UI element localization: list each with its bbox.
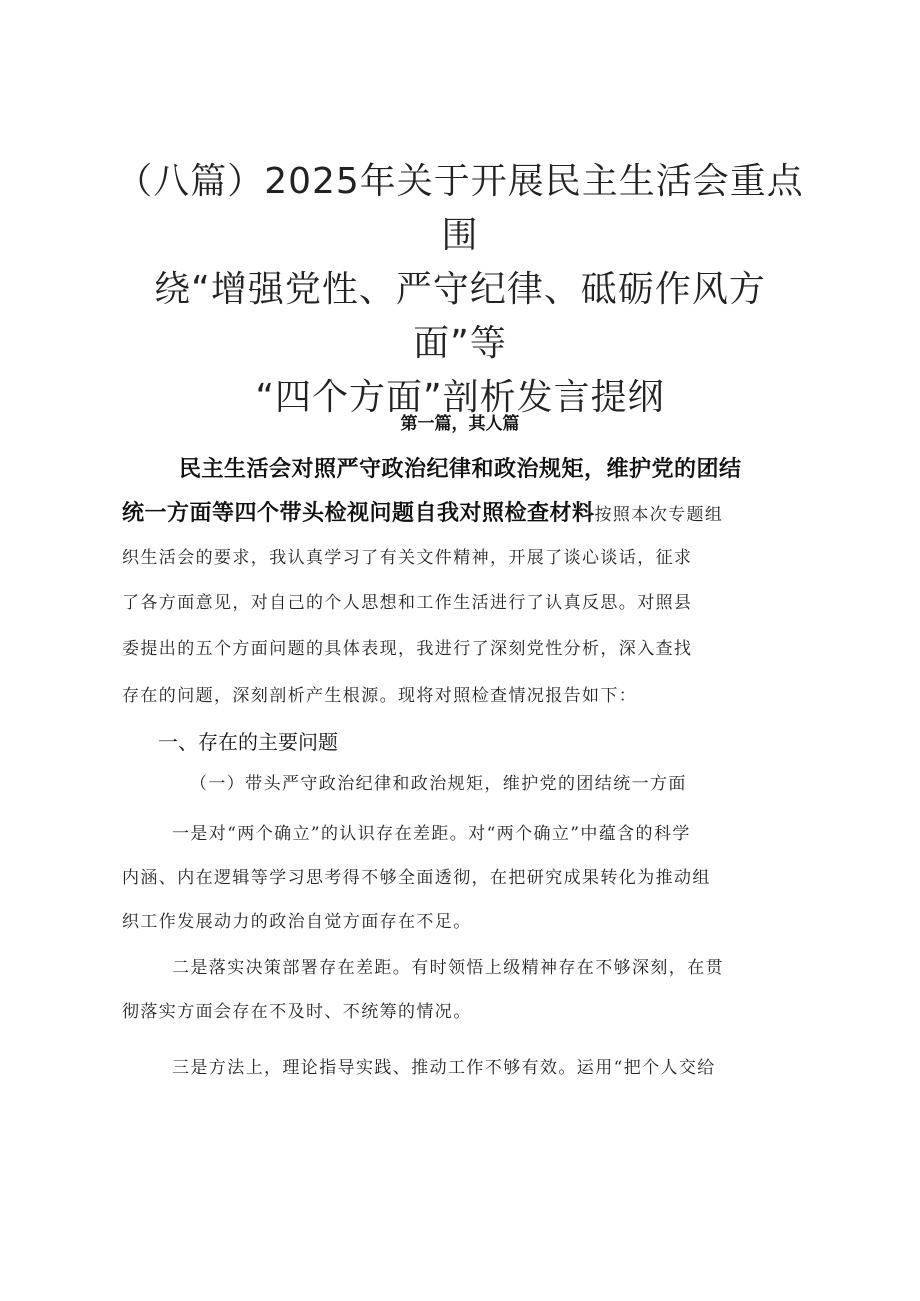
intro-line-5: 委提出的五个方面问题的具体表现，我进行了深刻党性分析，深入查找	[122, 639, 693, 659]
point-1-line-3: 织工作发展动力的政治自觉方面存在不足。	[122, 912, 472, 932]
intro-bold-line-1: 民主生活会对照严守政治纪律和政治规矩，维护党的团结	[179, 457, 742, 482]
intro-line-6: 存在的问题，深刻剖析产生根源。现将对照检查情况报告如下：	[122, 686, 638, 706]
title-line-3: “四个方面”剖析发言提纲	[255, 377, 665, 418]
title-line-2: 绕“增强党性、严守纪律、砥砺作风方面”等	[154, 269, 766, 364]
intro-line-3: 织生活会的要求，我认真学习了有关文件精神，开展了谈心谈话，征求	[122, 548, 693, 568]
intro-line-2-tail: 按照本次专题组	[594, 505, 724, 525]
document-title	[110, 155, 810, 425]
point-2-line-1: 二是落实决策部署存在差距。有时领悟上级精神存在不够深刻，在贯	[172, 958, 724, 978]
intro-bold-line-2: 统一方面等四个带头检视问题自我对照检查材料	[122, 501, 595, 526]
point-1-line-2: 内涵、内在逻辑等学习思考得不够全面透彻，在把研究成果转化为推动组	[122, 868, 711, 888]
point-3-line-1: 三是方法上，理论指导实践、推动工作不够有效。运用“把个人交给	[172, 1058, 716, 1078]
point-2-line-2: 彻落实方面会存在不及时、不统筹的情况。	[122, 1002, 472, 1022]
title-line-1: （八篇）2025年关于开展民主生活会重点围	[116, 161, 804, 256]
heading-main-problems: 一、存在的主要问题	[158, 730, 338, 754]
point-1-line-1: 一是对“两个确立”的认识存在差距。对“两个确立”中蕴含的科学	[172, 824, 691, 844]
subheading-political-discipline: （一）带头严守政治纪律和政治规矩，维护党的团结统一方面	[190, 774, 687, 794]
intro-line-4: 了各方面意见，对自己的个人思想和工作生活进行了认真反思。对照县	[122, 593, 693, 613]
section-heading: 第一篇，其人篇	[400, 414, 520, 434]
intro-line-2	[122, 496, 723, 534]
